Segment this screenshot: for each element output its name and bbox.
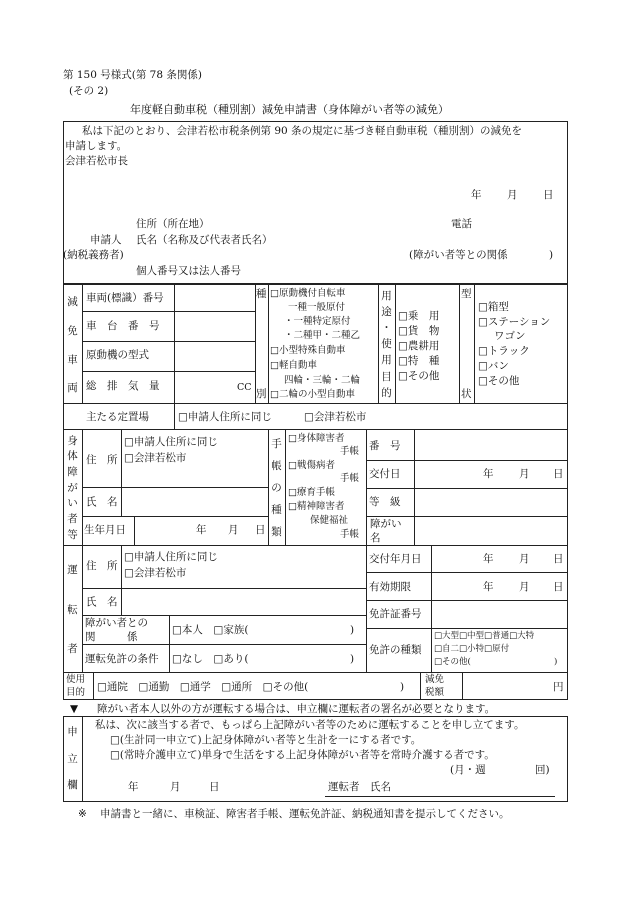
mynumber-label: 個人番号又は法人番号 xyxy=(136,265,241,277)
birthdate-label: 生年月日 xyxy=(84,524,126,536)
driver-address-label: 住 所 xyxy=(86,560,118,572)
handbook-item: 保健福祉 xyxy=(310,515,349,526)
declaration-section-label: 申 立 欄 xyxy=(67,726,78,792)
handbook-item: □戦傷病者 xyxy=(288,460,335,471)
kind-item: ・二種甲・二種乙 xyxy=(284,330,361,341)
handbook-item: □療育手帳 xyxy=(288,487,335,498)
license-types-close: ) xyxy=(554,657,558,667)
license-issue-month: 月 xyxy=(519,553,530,565)
date-month: 月 xyxy=(507,189,518,201)
handbook-item: 手帳 xyxy=(340,473,360,484)
expiry-day: 日 xyxy=(553,581,564,593)
declaration-opt-care: □(常時介護申立て)単身で生活をする上記身体障がい者等を常時介護する者です。 xyxy=(110,749,495,761)
applicant-label: 申請人 xyxy=(90,234,122,246)
usage-item: □その他 xyxy=(398,370,440,382)
birth-month: 月 xyxy=(228,524,239,536)
driver-signature-label: 運転者 氏名 xyxy=(328,781,391,793)
license-condition-label: 運転免許の条件 xyxy=(85,653,159,665)
issue-year: 年 xyxy=(483,468,494,480)
purpose-label-2: 目的 xyxy=(66,687,86,698)
declaration-year: 年 xyxy=(128,781,139,793)
applicant-name-label: 氏名（名称及び代表者氏名） xyxy=(136,234,273,246)
usage-item: □乗 用 xyxy=(398,310,440,322)
license-issue-label: 交付年月日 xyxy=(369,553,422,565)
footer-mark: ※ xyxy=(78,808,87,820)
cc-unit: CC xyxy=(237,382,252,393)
license-condition-options: □なし □あり( xyxy=(172,653,249,665)
issue-day: 日 xyxy=(553,468,564,480)
signature-line xyxy=(325,796,555,797)
license-number-label: 免許証番号 xyxy=(369,608,422,620)
shape-item: □箱型 xyxy=(478,301,509,313)
kind-char-2: 別 xyxy=(256,388,267,400)
intro-line2: 申請します。 xyxy=(65,140,128,152)
purpose-close: ) xyxy=(400,681,405,693)
declaration-month: 月 xyxy=(170,781,181,793)
purpose-options: □通院 □通勤 □通学 □通所 □その他( xyxy=(97,681,309,693)
engine-model-label: 原動機の型式 xyxy=(86,349,149,361)
driver-addr-city: □会津若松市 xyxy=(124,567,187,579)
license-issue-day: 日 xyxy=(553,553,564,565)
driver-relation-label: 障がい者との xyxy=(85,617,148,629)
relation-close: ) xyxy=(549,249,554,261)
license-issue-year: 年 xyxy=(483,553,494,565)
license-type-label: 免許の種類 xyxy=(369,644,422,656)
storage-opt-city: □会津若松市 xyxy=(304,411,367,423)
form-number: 第 150 号様式(第 78 条関係) xyxy=(63,69,202,81)
shape-item: □トラック xyxy=(478,345,530,357)
issue-month: 月 xyxy=(519,468,530,480)
shape-char-2: 状 xyxy=(461,388,472,400)
declaration-opt-household: □(生計同一申立て)上記身体障がい者等と生計を一にする者です。 xyxy=(110,734,422,746)
usage-item: □特 種 xyxy=(398,355,440,367)
expiry-label: 有効期限 xyxy=(369,581,411,593)
license-types-row2: □自二□小特□原付 xyxy=(434,644,510,654)
license-types-row3: □その他( xyxy=(434,657,471,667)
kind-item: □軽自動車 xyxy=(270,360,317,371)
notice-triangle: ▼ xyxy=(70,703,79,715)
grade-label: 等 級 xyxy=(369,496,401,508)
handbook-number-label: 番 号 xyxy=(369,440,401,452)
driver-addr-same: □申請人住所に同じ xyxy=(124,551,218,563)
form-sub: (その 2) xyxy=(69,85,109,97)
chassis-number-label: 車 台 番 号 xyxy=(86,320,160,332)
address-label: 住所（所在地） xyxy=(136,218,210,230)
kind-item: 一種一般原付 xyxy=(288,302,346,313)
handbook-item: □身体障害者 xyxy=(288,433,345,444)
birth-year: 年 xyxy=(196,524,207,536)
driver-name-label: 氏 名 xyxy=(86,596,118,608)
purpose-label: 使用 xyxy=(66,674,86,685)
date-day: 日 xyxy=(543,189,554,201)
vehicle-section-label: 減 免 車 両 xyxy=(67,296,78,395)
birth-day: 日 xyxy=(255,524,266,536)
kind-item: 四輪・三輪・二輪 xyxy=(284,375,361,386)
handbook-item: 手帳 xyxy=(340,446,360,457)
shape-char-1: 型 xyxy=(461,288,472,300)
shape-item: ワゴン xyxy=(494,330,526,342)
usage-item: □農耕用 xyxy=(398,340,440,352)
kind-item: □小型特殊自動車 xyxy=(270,345,346,356)
usage-section-label: 用 途 ・ 使 用 目 的 xyxy=(381,289,392,399)
declaration-day: 日 xyxy=(209,781,220,793)
expiry-month: 月 xyxy=(519,581,530,593)
storage-label: 主たる定置場 xyxy=(86,411,149,423)
driver-relation-label-2: 関 係 xyxy=(85,631,138,643)
disabled-name-label: 氏 名 xyxy=(86,496,118,508)
kind-item: □二輪の小型自動車 xyxy=(270,389,355,400)
disabled-section-label: 身 体 障 が い 者 等 xyxy=(67,434,78,541)
reg-number-label: 車両(標識）番号 xyxy=(86,292,164,304)
driver-relation-options: □本人 □家族( xyxy=(172,624,249,636)
phone-label: 電話 xyxy=(451,218,472,230)
storage-opt-same: □申請人住所に同じ xyxy=(178,411,272,423)
yen-unit: 円 xyxy=(553,681,564,693)
relation-label: (障がい者等との関係 xyxy=(409,249,508,261)
disabled-address-label: 住 所 xyxy=(86,454,118,466)
usage-item: □貨 物 xyxy=(398,325,440,337)
displacement-label: 総 排 気 量 xyxy=(86,380,160,392)
handbook-section-label: 手 帳 の 種 類 xyxy=(271,437,282,538)
issue-date-label: 交付日 xyxy=(369,468,401,480)
handbook-item: □精神障害者 xyxy=(288,501,345,512)
reduction-label: 減免 xyxy=(425,674,445,685)
license-condition-close: ) xyxy=(350,653,355,665)
shape-item: □ステーション xyxy=(478,316,551,328)
license-types-row1: □大型□中型□普通□大特 xyxy=(434,631,535,641)
reduction-label-2: 税額 xyxy=(425,687,445,698)
taxpayer-label: (納税義務者) xyxy=(63,249,124,261)
disability-label: 障がい xyxy=(370,518,402,530)
form-title: 年度軽自動車税（種別割）減免申請書（身体障がい者等の減免） xyxy=(130,103,449,116)
disabled-addr-city: □会津若松市 xyxy=(124,452,187,464)
date-year: 年 xyxy=(471,189,482,201)
expiry-year: 年 xyxy=(483,581,494,593)
notice-text: 障がい者本人以外の方が運転する場合は、申立欄に運転者の署名が必要となります。 xyxy=(97,703,496,715)
disabled-addr-same: □申請人住所に同じ xyxy=(124,436,218,448)
shape-item: □その他 xyxy=(478,375,520,387)
addressee: 会津若松市長 xyxy=(65,155,128,167)
kind-item: ・一種特定原付 xyxy=(284,316,351,327)
handbook-item: 手帳 xyxy=(340,529,360,540)
declaration-line1: 私は、次に該当する者で、もっぱら上記障がい者等のために運転することを申し立てます。 xyxy=(95,719,525,731)
freq-close: 回) xyxy=(535,764,550,776)
disability-label-2: 名 xyxy=(370,532,381,544)
shape-item: □バン xyxy=(478,360,509,372)
freq-open: (月・週 xyxy=(450,764,486,776)
driver-section-label: 運 転 者 xyxy=(67,564,78,656)
kind-item: □原動機付自転車 xyxy=(270,288,346,299)
driver-relation-close: ) xyxy=(350,624,355,636)
intro-line1: 私は下記のとおり、会津若松市税条例第 90 条の規定に基づき軽自動車税（種別割）の減免を xyxy=(82,125,523,137)
kind-char-1: 種 xyxy=(256,288,267,300)
footer-note: 申請書と一緒に、車検証、障害者手帳、運転免許証、納税通知書を提示してください。 xyxy=(100,808,510,820)
